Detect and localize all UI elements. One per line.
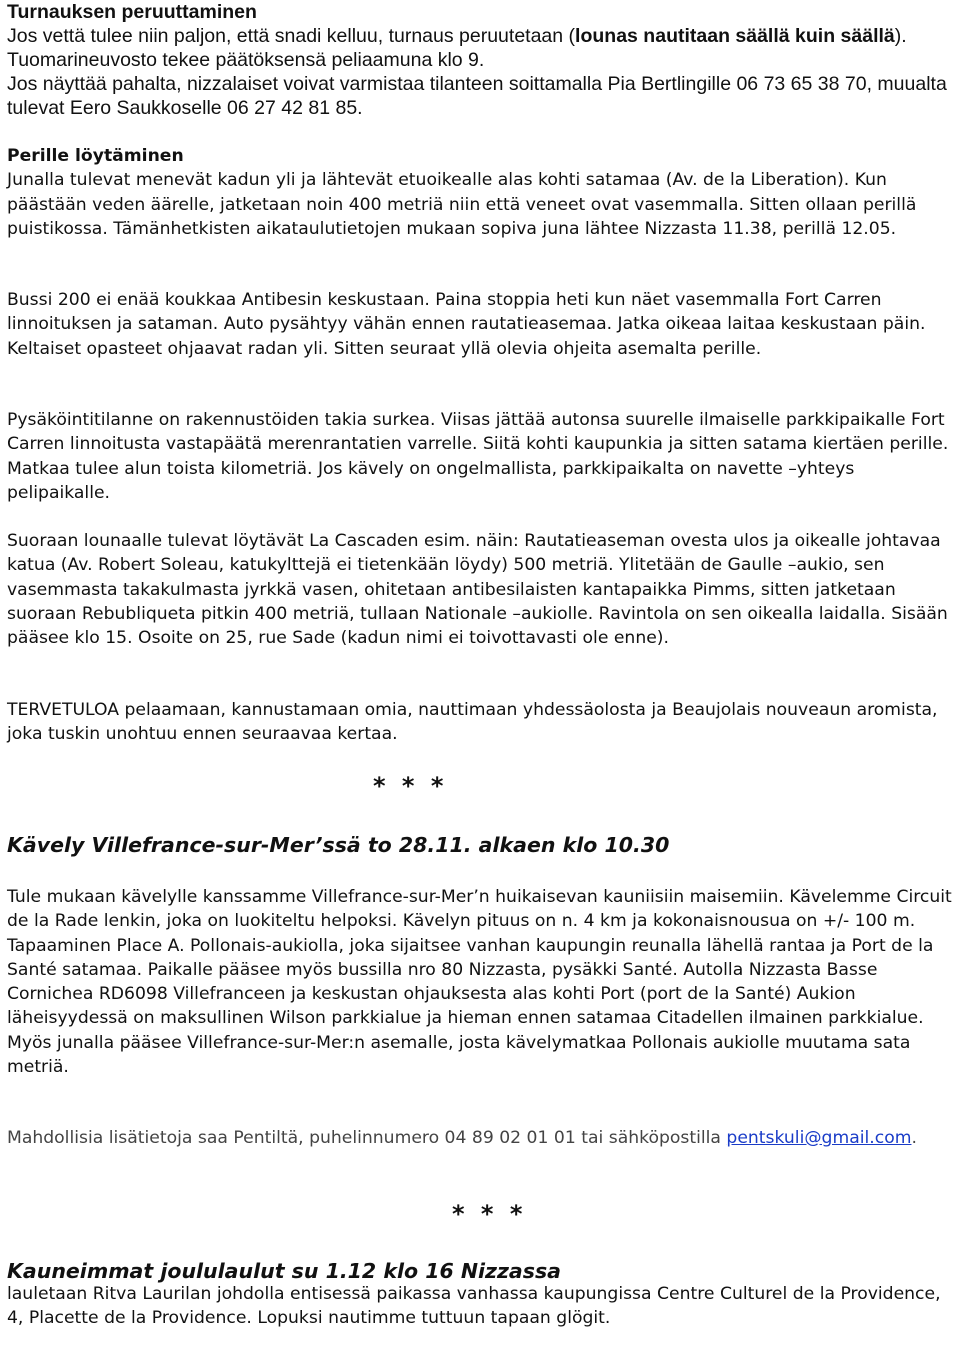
cancel-paragraph-1 — [7, 24, 955, 72]
walk-contact-text: Mahdollisia lisätietoja saa Pentiltä, puhelinnumero 04 89 02 01 01 tai sähköpostilla — [7, 1128, 721, 1148]
carols-paragraph-1: lauletaan Ritva Laurilan johdolla entisessä paikassa vanhassa kaupungissa Centre Culturel de la Providence, 4, Placette de la Providence. Lopuksi nautimme tuttuun tapaan glögit. — [7, 1284, 941, 1329]
cancel-section — [7, 0, 955, 120]
directions-title: Perille löytäminen — [7, 146, 184, 166]
walk-title: Kävely Villefrance-sur-Mer’ssä to 28.11. alkaen klo 10.30 — [7, 833, 670, 857]
directions-paragraph-1: Junalla tulevat menevät kadun yli ja lähtevät etuoikealle alas kohti satamaa (Av. de la Liberation). Kun päästään veden äärelle, jatketaan noin 400 metriä niin että veneet ovat vasemmalla. Sitten ollaan perillä puistikossa. Tämänhetkisten aikataulutietojen mukaan sopiva juna lähtee Nizzasta 11.38, perillä 12.05. — [7, 170, 917, 239]
cancel-paragraph-2: Jos näyttää pahalta, nizzalaiset voivat varmistaa tilanteen soittamalla Pia Bertlingille 06 73 65 38 70, muualta tulevat Eero Saukkoselle 06 27 42 81 85. — [7, 73, 947, 119]
directions-paragraph-2: Bussi 200 ei enää koukkaa Antibesin keskustaan. Paina stoppia heti kun näet vasemmalla Fort Carren linnoituksen ja sataman. Auto pysähtyy vähän ennen rautatieasemaa. Jatka oikeaa laitaa keskustaan päin. Keltaiset opasteet ohjaavat radan yli. Sitten seuraat yllä olevia ohjeita asemalta perille. — [7, 290, 926, 359]
cancel-title: Turnauksen peruuttaminen — [7, 1, 257, 23]
cancel-text-a: Jos vettä tulee niin paljon, että snadi kelluu, turnaus peruutetaan ( — [7, 25, 576, 47]
walk-paragraph-1: Tule mukaan kävelylle kanssamme Villefrance-sur-Mer’n huikaisevan kauniisiin maisemiin. Kävelemme Circuit de la Rade lenkin, joka on luokiteltu helpoksi. Kävelyn pituus on n. 4 km ja kokonaisnousua on +/- 100 m. Tapaaminen Place A. Pollonais-aukiolla, joka sijaitsee vanhan kaupungin reunalla lähellä rantaa ja Port de la Santé satamaa. Paikalle pääsee myös bussilla nro 80 Nizzasta, pysäkki Santé. Autolla Nizzasta Basse Cornichea RD6098 Villefranceen ja keskustan ohjauksesta alas kohti Port (port de la Santé) Aukion läheisyydessä on maksullinen Wilson parkkialue ja hieman ennen satamaa Citadellen ilmainen parkkialue. Myös junalla pääsee Villefrance-sur-Mer:n asemalle, josta kävelymatkaa Pollonais aukiolle muutama sata metriä. — [7, 887, 952, 1078]
separator-1: * * * — [373, 772, 448, 800]
cancel-text-b: ). Tuomarineuvosto tekee päätöksensä peliaamuna klo 9. — [7, 25, 907, 71]
directions-paragraph-3: Pysäköintitilanne on rakennustöiden takia surkea. Viisas jättää autonsa suurelle ilmaiselle parkkipaikalle Fort Carren linnoitusta vastapäätä merenrantatien varrelle. Siitä kohti kaupunkia ja sitten satama kiertäen perille. Matkaa tulee alun toista kilometriä. Jos kävely on ongelmallista, parkkipaikalta on navette –yhteys pelipaikalle. — [7, 410, 949, 503]
separator-2: * * * — [452, 1200, 527, 1228]
email-link[interactable]: pentskuli@gmail.com — [726, 1128, 912, 1148]
directions-section — [7, 144, 955, 241]
directions-paragraph-5: TERVETULOA pelaamaan, kannustamaan omia, nauttimaan yhdessäolosta ja Beaujolais nouveaun aromista, joka tuskin unohtuu ennen seuraavaa kertaa. — [7, 700, 938, 745]
directions-paragraph-4: Suoraan lounaalle tulevat löytävät La Cascaden esim. näin: Rautatieaseman ovesta ulos ja oikealle johtavaa katua (Av. Robert Soleau, katukylttejä ei tietenkään löydy) 500 metriä. Ylitetään de Gaulle –aukio, sen vasemmasta takakulmasta jyrkkä vasen, ohitetaan antibesilaisten kantapaikka Pimms, sitten jatketaan suoraan Rebubliqueta pitkin 400 metriä, tullaan Nationale –aukiolle. Ravintola on sen oikealla laidalla. Sisään pääsee klo 15. Osoite on 25, rue Sade (kadun nimi ei toivottavasti ole enne). — [7, 531, 948, 649]
walk-contact-end: . — [911, 1128, 917, 1148]
cancel-text-bold: lounas nautitaan säällä kuin säällä — [575, 25, 895, 47]
carols-title: Kauneimmat joululaulut su 1.12 klo 16 Nizzassa — [7, 1259, 561, 1283]
walk-contact — [7, 1126, 955, 1150]
